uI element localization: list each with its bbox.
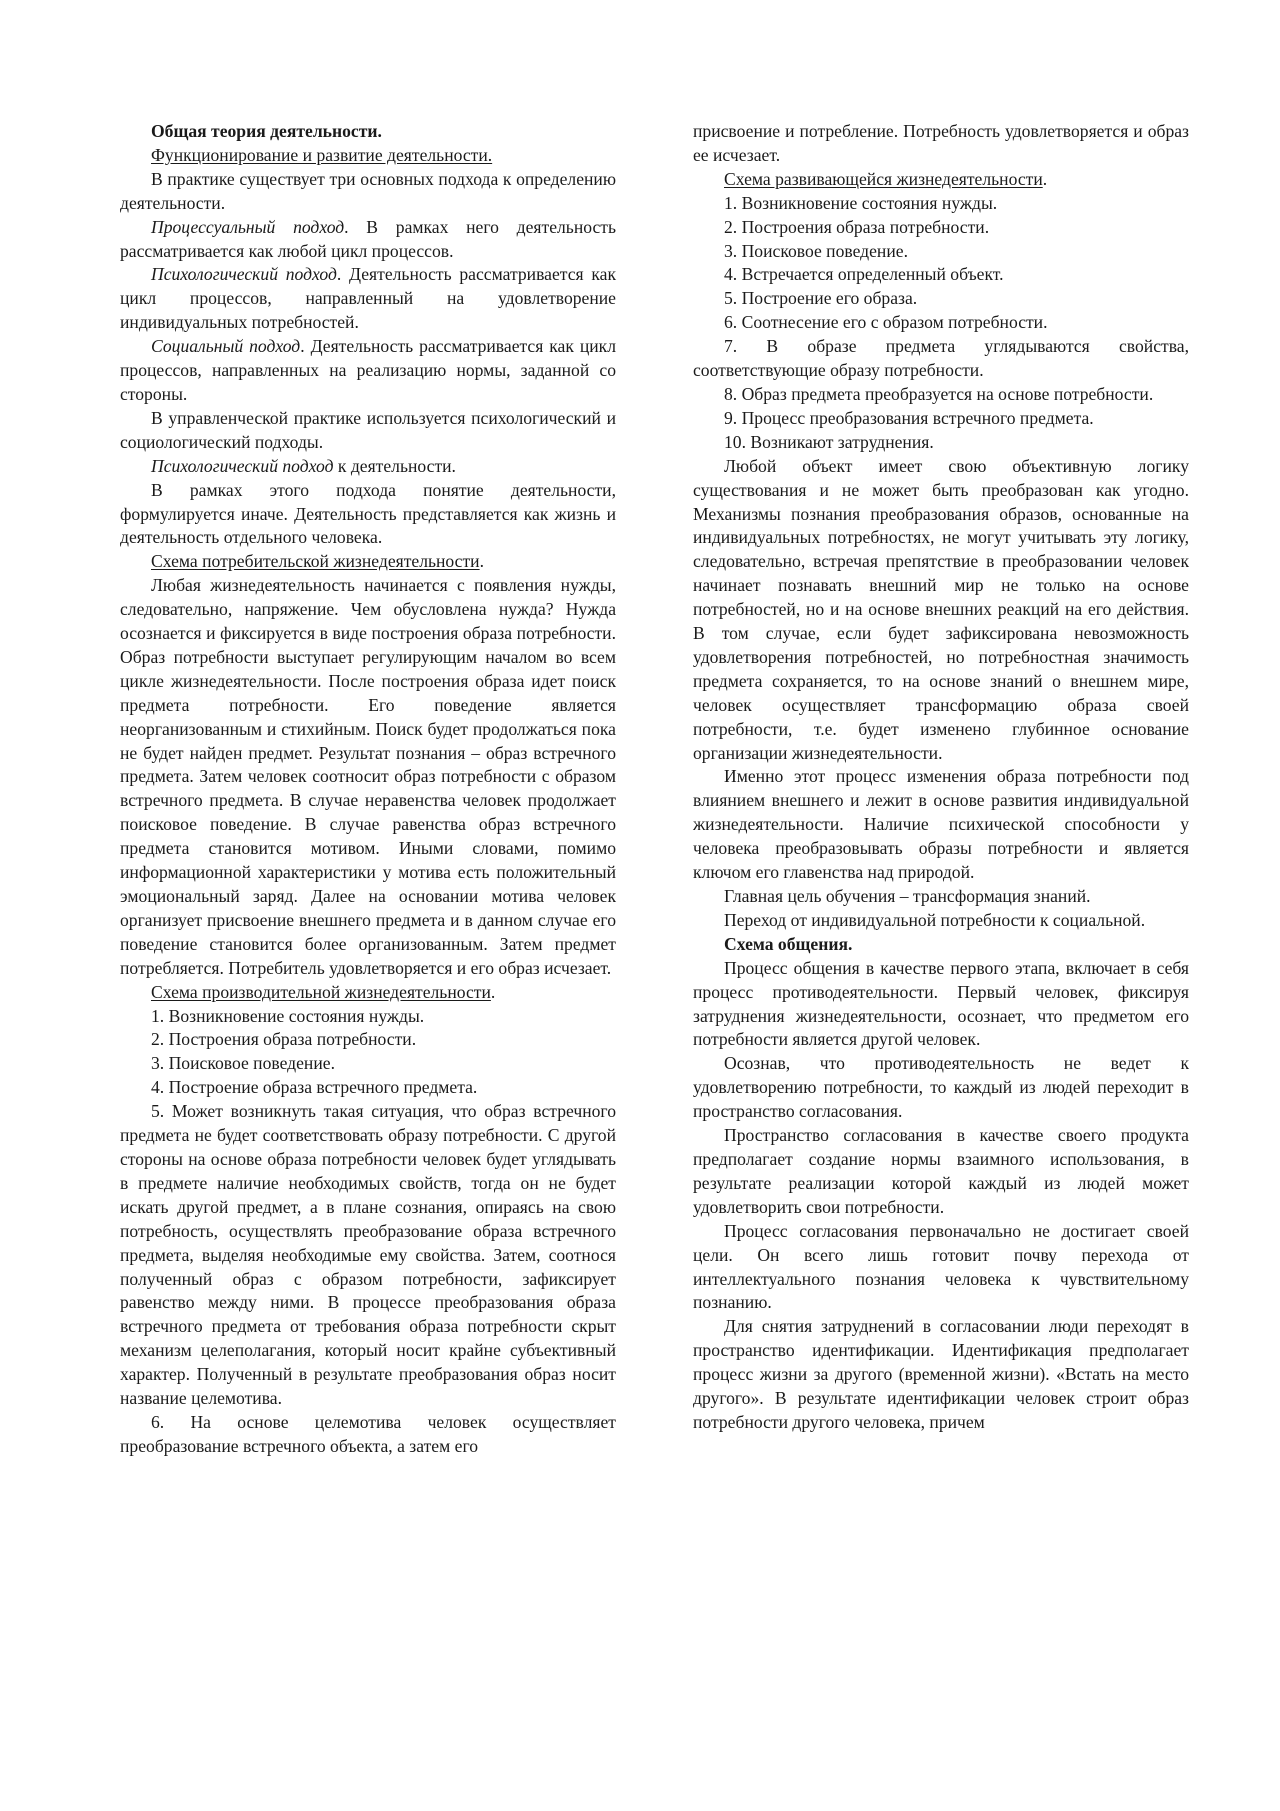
- list-item: 4. Встречается определенный объект.: [724, 264, 1004, 285]
- list-item: 5. Построение его образа.: [724, 288, 918, 309]
- paragraph: Любой объект имеет свою объективную логику существования и не может быть преобразован как угодно. Механизмы познания преобразования образов, основанные на индивидуальных потребностях, не могут учитывать эту логику, следовательно, встречая препятствие в преобразовании человек начинает познавать внешний мир не только на основе потребностей, но и на основе внешних реакций на его действия. В том случае, если будет зафиксирована невозможность удовлетворения потребностей, но потребностная значимость предмета сохраняется, то на основе знаний о внешнем мире, человек осуществляет трансформацию образа своей потребности, т.е. будет изменено глубинное основание организации жизнедеятельности.: [693, 455, 1189, 763]
- paragraph: 5. Может возникнуть такая ситуация, что образ встречного предмета не будет соответствовать образу потребности. С другой стороны на основе образа потребности человек будет углядывать в предмете наличие необходимых свойств, тогда он не будет искать другой предмет, а в плане сознания, опираясь на свою потребность, осуществлять преобразование образа встречного предмета, выделяя необходимые ему свойства. Затем, соотнося полученный образ с образом потребности, зафиксирует равенство между ними. В процессе преобразования образа встречного предмета от требования образа потребности скрыт механизм целеполагания, который носит крайне субъективный характер. Полученный в результате преобразования образ носит название целемотива.: [120, 1101, 616, 1409]
- paragraph: Для снятия затруднений в согласовании люди переходят в пространство идентификации. Идентификация предполагает процесс жизни за другого (временной жизни). «Встать на место другого». В результате идентификации человек строит образ потребности другого человека, причем: [693, 1316, 1189, 1432]
- paragraph: Пространство согласования в качестве своего продукта предполагает создание нормы взаимного использования, в результате реализации которой каждый из людей может удовлетворить свои потребности.: [693, 1125, 1189, 1217]
- paragraph: [120, 216, 616, 264]
- paragraph: В управленческой практике используется психологический и социологический подходы.: [120, 407, 616, 452]
- list-item: 3. Поисковое поведение.: [151, 1053, 335, 1074]
- heading-text: Схема развивающейся жизнедеятельности: [724, 168, 1043, 189]
- paragraph: Процесс согласования первоначально не достигает своей цели. Он всего лишь готовит почву перехода от интеллектуального познания человека к чувствительному познанию.: [693, 1220, 1189, 1313]
- paragraph: В рамках этого подхода понятие деятельности, формулируется иначе. Деятельность представляется как жизнь и деятельность отдельного человека.: [120, 479, 616, 548]
- section-heading: [693, 933, 1189, 957]
- list-item: 8. Образ предмета преобразуется на основе потребности.: [724, 383, 1154, 404]
- list-item: 9. Процесс преобразования встречного предмета.: [724, 407, 1094, 428]
- title-text: Общая теория деятельности.: [151, 121, 382, 141]
- paragraph: Любая жизнедеятельность начинается с появления нужды, следовательно, напряжение. Чем обусловлена нужда? Нужда осознается и фиксируется в виде построения образа потребности. Образ потребности выступает регулирующим началом во всем цикле жизнедеятельности. После построения образа идет поиск предмета потребности. Его поведение является неорганизованным и стихийным. Поиск будет продолжаться пока не будет найден предмет. Результат познания – образ встречного предмета. Затем человек соотносит образ потребности с образом встречного предмета. В случае неравенства человек продолжает поисковое поведение. В случае равенства образ встречного предмета становится мотивом. Иными словами, помимо информационной характеристики у мотива есть положительный эмоциональный заряд. Далее на основании мотива человек организует присвоение внешнего предмета и в данном случае его поведение становится более организованным. Затем предмет потребляется. Потребитель удовлетворяется и его образ исчезает.: [120, 575, 616, 978]
- section-heading: [120, 550, 616, 574]
- paragraph: Главная цель обучения – трансформация знаний.: [724, 886, 1091, 906]
- heading-end: .: [1042, 168, 1048, 189]
- heading-end: .: [479, 551, 484, 572]
- section-heading: [120, 981, 616, 1005]
- paragraph: [120, 335, 616, 407]
- list-item: 7. В образе предмета углядываются свойства, соответствующие образу потребности.: [693, 336, 1189, 381]
- term-description: . В рамках него деятельность рассматривается как любой цикл процессов.: [120, 216, 616, 261]
- right-column: [693, 120, 1189, 1435]
- list-item: 6. Соотнесение его с образом потребности.: [724, 312, 1048, 333]
- section-subtitle: [120, 144, 616, 168]
- heading-text: Схема потребительской жизнедеятельности: [151, 551, 480, 572]
- list-item: 2. Построения образа потребности.: [724, 216, 990, 237]
- term-description: . Деятельность рассматривается как цикл процессов, направленных на реализацию нормы, заданной со стороны.: [120, 336, 616, 404]
- list-item: 10. Возникают затруднения.: [724, 431, 934, 452]
- list-item: 3. Поисковое поведение.: [724, 240, 908, 261]
- list-item: 1. Возникновение состояния нужды.: [151, 1005, 425, 1026]
- heading-text: Схема производительной жизнедеятельности: [151, 981, 491, 1002]
- subtitle-text: Функционирование и развитие деятельности.: [151, 144, 493, 165]
- term: Психологический подход: [151, 264, 337, 285]
- list-item: 2. Построения образа потребности.: [151, 1029, 417, 1050]
- list-item: 4. Построение образа встречного предмета.: [151, 1077, 478, 1098]
- heading-end: .: [490, 981, 496, 1002]
- paragraph: 6. На основе целемотива человек осуществляет преобразование встречного объекта, а затем его: [120, 1411, 616, 1456]
- term: Психологический подход: [151, 455, 334, 476]
- paragraph: [120, 263, 616, 335]
- heading-text: Схема общения.: [724, 933, 853, 954]
- paragraph-continuation: присвоение и потребление. Потребность удовлетворяется и образ ее исчезает.: [693, 121, 1189, 165]
- paragraph: Переход от индивидуальной потребности к социальной.: [724, 909, 1146, 930]
- paragraph: Процесс общения в качестве первого этапа, включает в себя процесс противодеятельности. Первый человек, фиксируя затруднения жизнедеятельности, осознает, что предметом его потребности является другой человек.: [693, 957, 1189, 1050]
- term: Социальный подход: [151, 336, 301, 357]
- paragraph: Именно этот процесс изменения образа потребности под влиянием внешнего и лежит в основе развития индивидуальной жизнедеятельности. Наличие психической способности у человека преобразовывать образы потребности и является ключом его главенства над природой.: [693, 766, 1189, 883]
- paragraph: [120, 455, 616, 479]
- term: Процессуальный подход: [151, 216, 345, 237]
- paragraph: Осознав, что противодеятельность не ведет к удовлетворению потребности, то каждый из людей переходит в пространство согласования.: [693, 1053, 1189, 1122]
- term-description: . Деятельность рассматривается как цикл процессов, направленный на удовлетворение индивидуальных потребностей.: [120, 264, 616, 333]
- section-heading: [693, 168, 1189, 192]
- left-column: [120, 120, 616, 1459]
- paragraph: В практике существует три основных подхода к определению деятельности.: [120, 168, 616, 213]
- document-title: [120, 120, 616, 144]
- term-description: к деятельности.: [333, 455, 456, 476]
- list-item: 1. Возникновение состояния нужды.: [724, 192, 998, 213]
